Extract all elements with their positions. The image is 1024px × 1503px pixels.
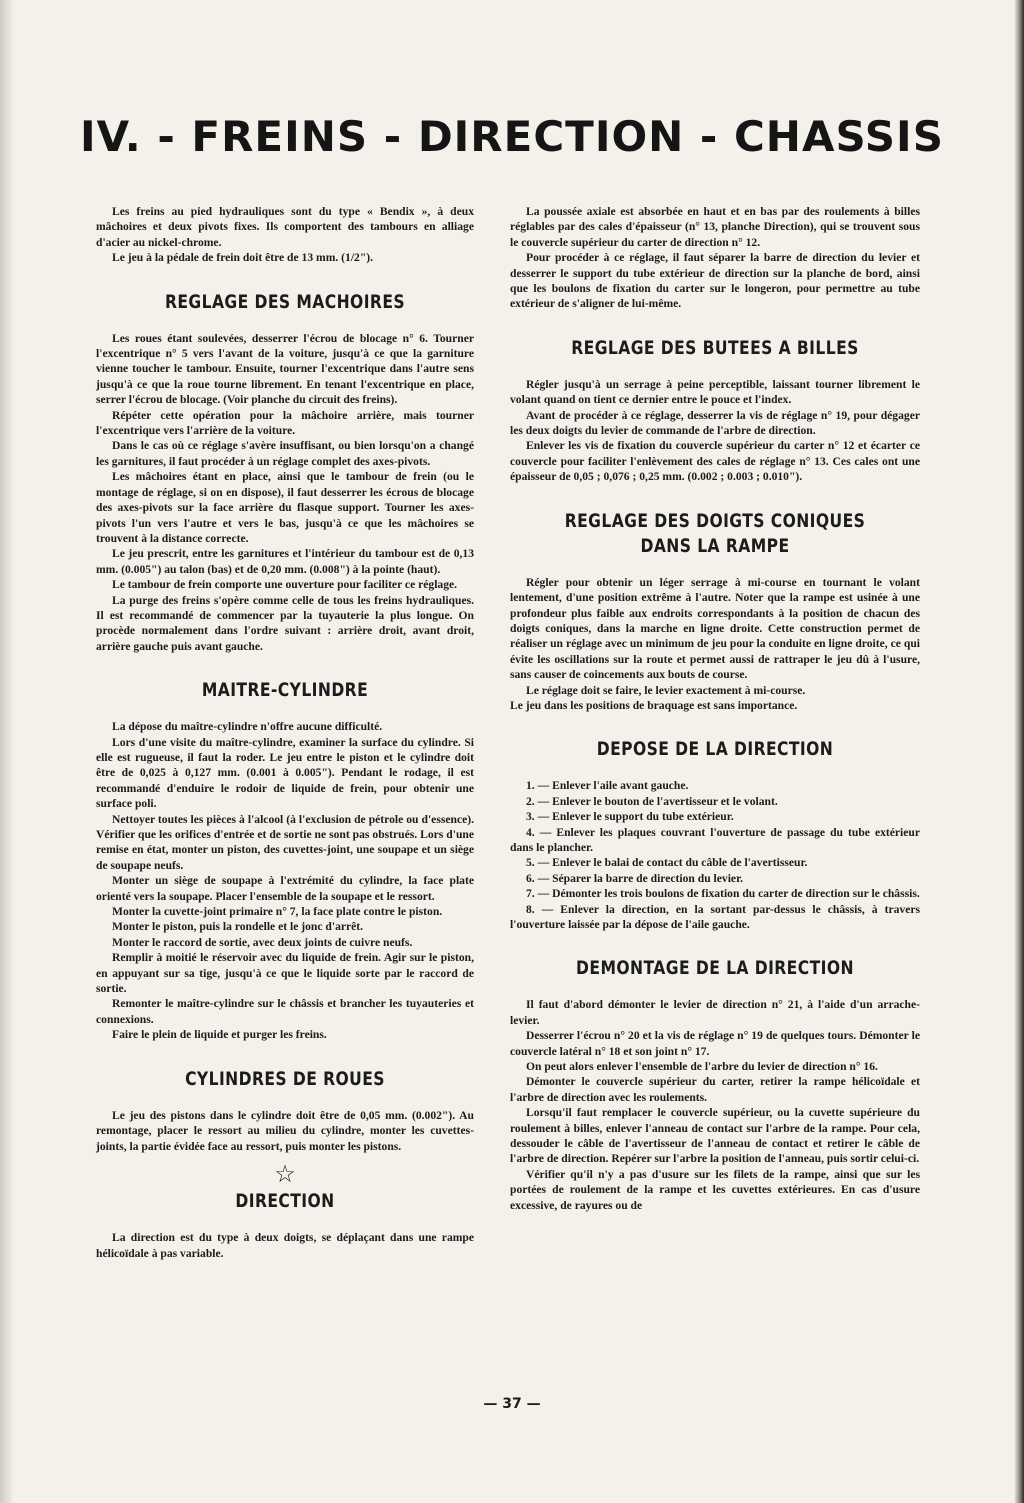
page-edge-shadow-left bbox=[0, 0, 14, 1503]
list-item: 2. — Enlever le bouton de l'avertisseur et le volant. bbox=[526, 794, 778, 808]
paragraph: Le réglage doit se faire, le levier exactement à mi-course. bbox=[526, 683, 806, 697]
paragraph: Il faut d'abord démonter le levier de direction n° 21, à l'aide d'un arrache-levier. bbox=[510, 998, 920, 1027]
paragraph: Le jeu dans les positions de braquage est sans importance. bbox=[510, 698, 798, 712]
paragraph: Régler jusqu'à un serrage à peine perceptible, laissant tourner librement le volant quand on tient ce dernier entre le pouce et l'index. bbox=[510, 377, 920, 407]
paragraph: Remplir à moitié le réservoir avec du liquide de frein. Agir sur le piston, en appuyant sur sa tige, jusqu'à ce que le liquide sorte par le raccord de sortie. bbox=[96, 951, 474, 996]
heading-line-2: DANS LA RAMPE bbox=[640, 534, 790, 557]
heading-reglage-butees: REGLAGE DES BUTEES A BILLES bbox=[571, 336, 859, 359]
heading-cylindres-de-roues: CYLINDRES DE ROUES bbox=[185, 1067, 385, 1090]
paragraph: Enlever les vis de fixation du couvercle supérieur du carter n° 12 et écarter ce couvercle pour faciliter l'enlèvement des cales de réglage n° 13. Ces cales ont une épaisseur de 0,05 ; 0,076 ; 0,25 mm. (0.002 ; 0.003 ; 0.010"). bbox=[510, 439, 920, 484]
paragraph: Faire le plein de liquide et purger les freins. bbox=[112, 1028, 327, 1042]
paragraph: Les mâchoires étant en place, ainsi que le tambour de frein (ou le montage de réglage, si on en dispose), il faut desserrer les écrous de blocage des axes-pivots sur la face arrière du flasque support. Tourner les axes-pivots l'un vers l'autre et vers le bas, jusqu'à ce que les mâchoires se trouvent à la distance correcte. bbox=[96, 470, 474, 545]
page-title: IV. - FREINS - DIRECTION - CHASSIS bbox=[80, 112, 944, 161]
list-item: 6. — Séparer la barre de direction du levier. bbox=[526, 871, 744, 885]
heading-direction: DIRECTION bbox=[235, 1190, 335, 1213]
paragraph: Monter la cuvette-joint primaire n° 7, la face plate contre le piston. bbox=[112, 905, 443, 919]
paragraph: Le jeu prescrit, entre les garnitures et l'intérieur du tambour est de 0,13 mm. (0.005") au talon (bas) et de 0,20 mm. (0.008") à la pointe (haut). bbox=[96, 547, 474, 576]
list-item: 7. — Démonter les trois boulons de fixation du carter de direction sur le châssis. bbox=[526, 887, 920, 901]
paragraph: Répéter cette opération pour la mâchoire arrière, mais tourner l'excentrique vers l'arrière de la voiture. bbox=[96, 408, 474, 438]
paragraph: Desserrer l'écrou n° 20 et la vis de réglage n° 19 de quelques tours. Démonter le couvercle latéral n° 18 et son joint n° 17. bbox=[510, 1029, 920, 1058]
list-item: 5. — Enlever le balai de contact du câble de l'avertisseur. bbox=[526, 856, 808, 870]
heading-demontage-direction: DEMONTAGE DE LA DIRECTION bbox=[576, 957, 854, 980]
heading-depose-direction: DEPOSE DE LA DIRECTION bbox=[596, 738, 834, 761]
list-item: 3. — Enlever le support du tube extérieur. bbox=[526, 810, 734, 824]
star-ornament-icon: ☆ bbox=[274, 1161, 296, 1188]
heading-maitre-cylindre: MAITRE-CYLINDRE bbox=[201, 679, 369, 702]
paragraph: Monter le raccord de sortie, avec deux joints de cuivre neufs. bbox=[112, 935, 413, 949]
paragraph: Remonter le maître-cylindre sur le châssis et brancher les tuyauteries et connexions. bbox=[96, 997, 474, 1026]
depose-steps-list bbox=[510, 778, 920, 932]
paragraph: La purge des freins s'opère comme celle de tous les freins hydrauliques. Il est recommandé de commencer par la tuyauterie la plus longue. On procède normalement dans l'ordre suivant : arrière droit, avant droit, arrière gauche puis avant gauche. bbox=[96, 593, 474, 653]
page-edge-shadow-right bbox=[1014, 0, 1024, 1503]
intro-paragraph-1: Les freins au pied hydrauliques sont du type « Bendix », à deux mâchoires et deux pivots fixes. Ils comportent des tambours en alliage d'acier au nickel-chrome. bbox=[96, 205, 474, 249]
intro-paragraph-2: Le jeu à la pédale de frein doit être de 13 mm. (1/2"). bbox=[112, 251, 374, 265]
intro-paragraph-2: Pour procéder à ce réglage, il faut séparer la barre de direction du levier et desserrer le support du tube extérieur de direction sur la planche de bord, ainsi que les boulons de fixation du carter sur le longeron, pour permettre au tube extérieur de s'aligner de lui-même. bbox=[510, 251, 920, 311]
right-column bbox=[510, 204, 920, 1213]
heading-reglage-doigts-coniques bbox=[547, 509, 883, 559]
paragraph: Régler pour obtenir un léger serrage à mi-course en tournant le volant lentement, d'une position extrême à l'autre. Noter que la rampe est usinée à une profondeur plus faible aux endroits correspondants à la position de chacun des doigts coniques, dans la marche en ligne droite. Cette construction permet de réaliser un réglage avec un minimum de jeu pour la conduite en ligne droite, ce qui évite les oscillations sur la route et permet aussi de rattraper le jeu dû à l'usure, sans causer de coincements aux bouts de course. bbox=[510, 575, 920, 682]
page-number: — 37 — bbox=[483, 1396, 541, 1412]
paragraph: Nettoyer toutes les pièces à l'alcool (à l'exclusion de pétrole ou d'essence). Vérifier que les orifices d'entrée et de sortie ne sont pas obstrués. Lors d'une remise en état, monter un piston, des cuvettes-joint, une soupape et un siège de soupape neufs. bbox=[96, 812, 474, 872]
list-item: 8. — Enlever la direction, en la sortant par-dessus le châssis, à travers l'ouverture laissée par la dépose de l'aile gauche. bbox=[510, 902, 920, 931]
intro-paragraph-1: La poussée axiale est absorbée en haut et en bas par des roulements à billes réglables par des cales d'épaisseur (n° 13, planche Direction), qui se trouvent sous le couvercle supérieur du carter de direction n° 12. bbox=[510, 205, 920, 249]
paragraph: Monter le piston, puis la rondelle et le jonc d'arrêt. bbox=[112, 920, 364, 934]
paragraph: Lorsqu'il faut remplacer le couvercle supérieur, ou la cuvette supérieure du roulement à billes, enlever l'anneau de contact sur l'arbre de la rampe. Pour cela, dessouder le câble de l'avertisseur de l'anneau de contact et retirer le câble de l'arbre de direction. Repérer sur l'arbre la position de l'anneau, puis sortir celui-ci. bbox=[510, 1106, 920, 1166]
paragraph: Monter un siège de soupape à l'extrémité du cylindre, la face plate orienté vers la soupape. Placer l'ensemble de la soupape et le ressort. bbox=[96, 874, 474, 903]
heading-line-1: REGLAGE DES DOIGTS CONIQUES bbox=[564, 509, 866, 532]
paragraph: Les roues étant soulevées, desserrer l'écrou de blocage n° 6. Tourner l'excentrique n° 5 vers l'avant de la voiture, jusqu'à ce que la garniture vienne toucher le tambour. Ensuite, tourner l'excentrique dans l'autre sens jusqu'à ce que la roue tourne librement. En tenant l'excentrique en place, serrer l'écrou de blocage. (Voir planche du circuit des freins). bbox=[96, 331, 474, 407]
paragraph: Dans le cas où ce réglage s'avère insuffisant, ou bien lorsqu'on a changé les garnitures, il faut procéder à un réglage complet des axes-pivots. bbox=[96, 439, 474, 468]
paragraph: On peut alors enlever l'ensemble de l'arbre du levier de direction n° 16. bbox=[526, 1060, 878, 1074]
list-item: 1. — Enlever l'aile avant gauche. bbox=[526, 779, 689, 793]
left-column bbox=[96, 204, 474, 1261]
heading-reglage-machoires: REGLAGE DES MACHOIRES bbox=[164, 290, 406, 313]
paragraph: Vérifier qu'il n'y a pas d'usure sur les filets de la rampe, ainsi que sur les portées de roulement de la rampe et les cuvettes extérieures. En cas d'usure excessive, de rayures ou de bbox=[510, 1167, 920, 1212]
paragraph: La direction est du type à deux doigts, se déplaçant dans une rampe hélicoïdale à pas variable. bbox=[96, 1231, 474, 1260]
paragraph: Lors d'une visite du maître-cylindre, examiner la surface du cylindre. Si elle est rugueuse, il faut la roder. Le jeu entre le piston et le cylindre doit être de 0,025 à 0,127 mm. (0.001 à 0.005"). Pendant le rodage, il est recommandé d'enduire le rodoir de liquide de frein, pour obtenir une surface poli. bbox=[96, 735, 474, 811]
list-item: 4. — Enlever les plaques couvrant l'ouverture de passage du tube extérieur dans le plancher. bbox=[510, 825, 920, 854]
paragraph: La dépose du maître-cylindre n'offre aucune difficulté. bbox=[112, 720, 383, 734]
paragraph: Avant de procéder à ce réglage, desserrer la vis de réglage n° 19, pour dégager les deux doigts du levier de commande de l'arbre de direction. bbox=[510, 408, 920, 438]
paragraph: Démonter le couvercle supérieur du carter, retirer la rampe hélicoïdale et l'arbre de direction avec les roulements. bbox=[510, 1075, 920, 1104]
paragraph: Le tambour de frein comporte une ouverture pour faciliter ce réglage. bbox=[112, 578, 458, 592]
paragraph: Le jeu des pistons dans le cylindre doit être de 0,05 mm. (0.002"). Au remontage, placer le ressort au milieu du cylindre, monter les cuvettes-joints, la partie évidée face au ressort, puis monter les pistons. bbox=[96, 1108, 474, 1153]
